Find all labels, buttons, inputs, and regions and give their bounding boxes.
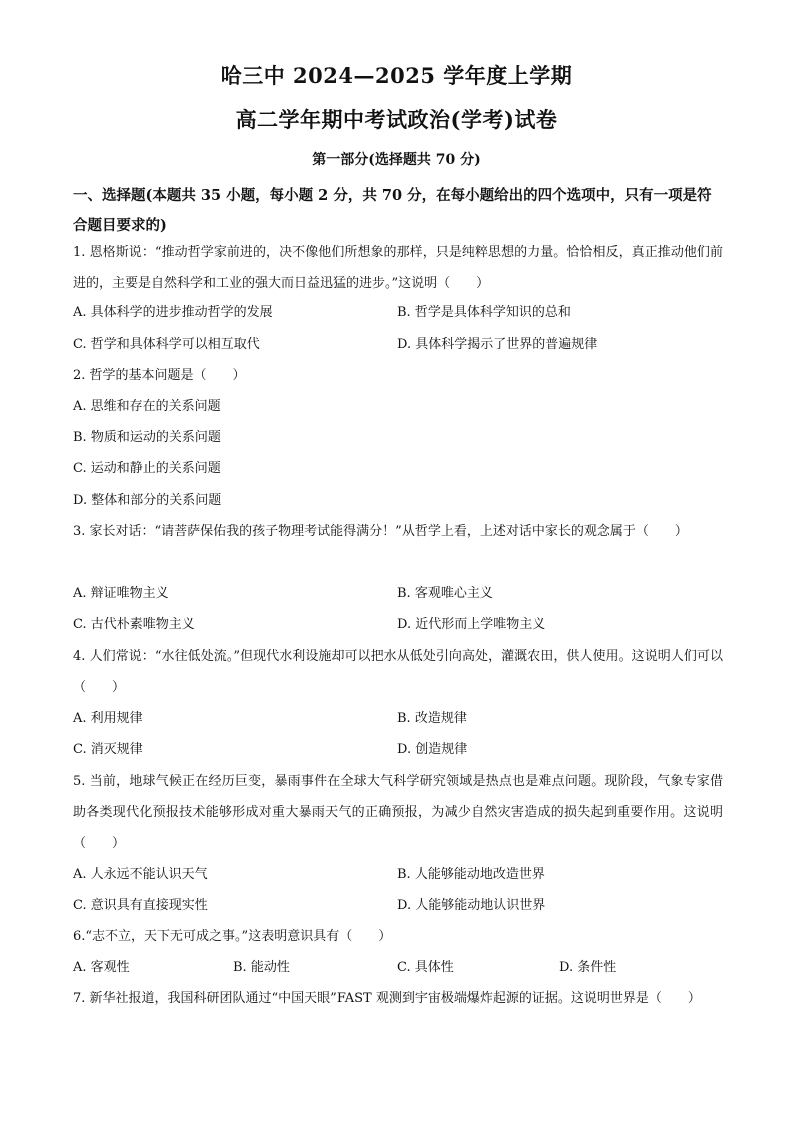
question-3-options-row-1: [73, 584, 733, 604]
question-3-option-d: D. 近代形而上学唯物主义: [397, 617, 546, 632]
section-instructions: 一、选择题(本题共 35 小题，每小题 2 分，共 70 分，在每小题给出的四个选项中，只有一项是符合题目要求的): [73, 187, 712, 234]
question-5-option-c: C. 意识具有直接现实性: [73, 898, 208, 913]
question-6-option-b: B. 能动性: [233, 960, 290, 975]
question-7-stem: 7. 新华社报道，我国科研团队通过“中国天眼”FAST 观测到宇宙极端爆炸起源的证据。这说明世界是（ ）: [73, 991, 701, 1006]
question-5-stem: 5. 当前，地球气候正在经历巨变，暴雨事件在全球大气科学研究领域是热点也是难点问题。现阶段，气象专家借助各类现代化预报技术能够形成对重大暴雨天气的正确预报，为减少自然灾害造成的损失起到重要作用。这说明（ ）: [73, 774, 723, 851]
question-3-option-c: C. 古代朴素唯物主义: [73, 617, 195, 632]
question-1-option-d: D. 具体科学揭示了世界的普遍规律: [397, 337, 598, 352]
question-1-options-row-1: [73, 303, 733, 323]
question-5-option-d: D. 人能够能动地认识世界: [397, 898, 546, 913]
question-5-options-row-1: [73, 865, 733, 885]
question-6-option-d: D. 条件性: [559, 960, 617, 975]
question-4-option-d: D. 创造规律: [397, 742, 468, 757]
question-1-option-c: C. 哲学和具体科学可以相互取代: [73, 337, 260, 352]
question-6-options-row: [73, 958, 733, 978]
question-4-options-row-1: [73, 709, 733, 729]
part-heading: 第一部分(选择题共 70 分): [312, 152, 481, 168]
question-2-option-a: A. 思维和存在的关系问题: [73, 399, 221, 414]
question-6-stem: 6.“志不立，天下无可成之事。”这表明意识具有（ ）: [73, 929, 392, 944]
exam-title: 哈三中 2024—2025 学年度上学期: [220, 63, 573, 88]
question-4-options-row-2: [73, 740, 733, 760]
question-1-stem: 1. 恩格斯说：“推动哲学家前进的，决不像他们所想象的那样，只是纯粹思想的力量。恰恰相反，真正推动他们前进的，主要是自然科学和工业的强大而日益迅猛的进步。”这说明（ ）: [73, 245, 723, 291]
question-3-stem: 3. 家长对话：“请菩萨保佑我的孩子物理考试能得满分！”从哲学上看，上述对话中家长的观念属于（ ）: [73, 524, 688, 539]
question-4-option-b: B. 改造规律: [397, 711, 467, 726]
question-2-option-b: B. 物质和运动的关系问题: [73, 430, 221, 445]
question-6-option-a: A. 客观性: [73, 960, 130, 975]
question-6-option-c: C. 具体性: [397, 960, 454, 975]
question-5-options-row-2: [73, 896, 733, 916]
question-4-option-c: C. 消灭规律: [73, 742, 143, 757]
question-3-options-row-2: [73, 615, 733, 635]
question-3-option-b: B. 客观唯心主义: [397, 586, 493, 601]
question-2-option-d: D. 整体和部分的关系问题: [73, 493, 222, 508]
question-4-option-a: A. 利用规律: [73, 711, 143, 726]
question-5-option-b: B. 人能够能动地改造世界: [397, 867, 545, 882]
exam-subtitle: 高二学年期中考试政治(学考)试卷: [235, 107, 558, 132]
question-1-options-row-2: [73, 335, 733, 355]
question-1-option-a: A. 具体科学的进步推动哲学的发展: [73, 305, 273, 320]
question-3-option-a: A. 辩证唯物主义: [73, 586, 169, 601]
question-4-stem: 4. 人们常说：“水往低处流。”但现代水利设施却可以把水从低处引向高处，灌溉农田，供人使用。这说明人们可以（ ）: [73, 649, 723, 695]
question-2-stem: 2. 哲学的基本问题是（ ）: [73, 368, 246, 383]
question-1-option-b: B. 哲学是具体科学知识的总和: [397, 305, 571, 320]
question-5-option-a: A. 人永远不能认识天气: [73, 867, 208, 882]
question-2-option-c: C. 运动和静止的关系问题: [73, 461, 221, 476]
